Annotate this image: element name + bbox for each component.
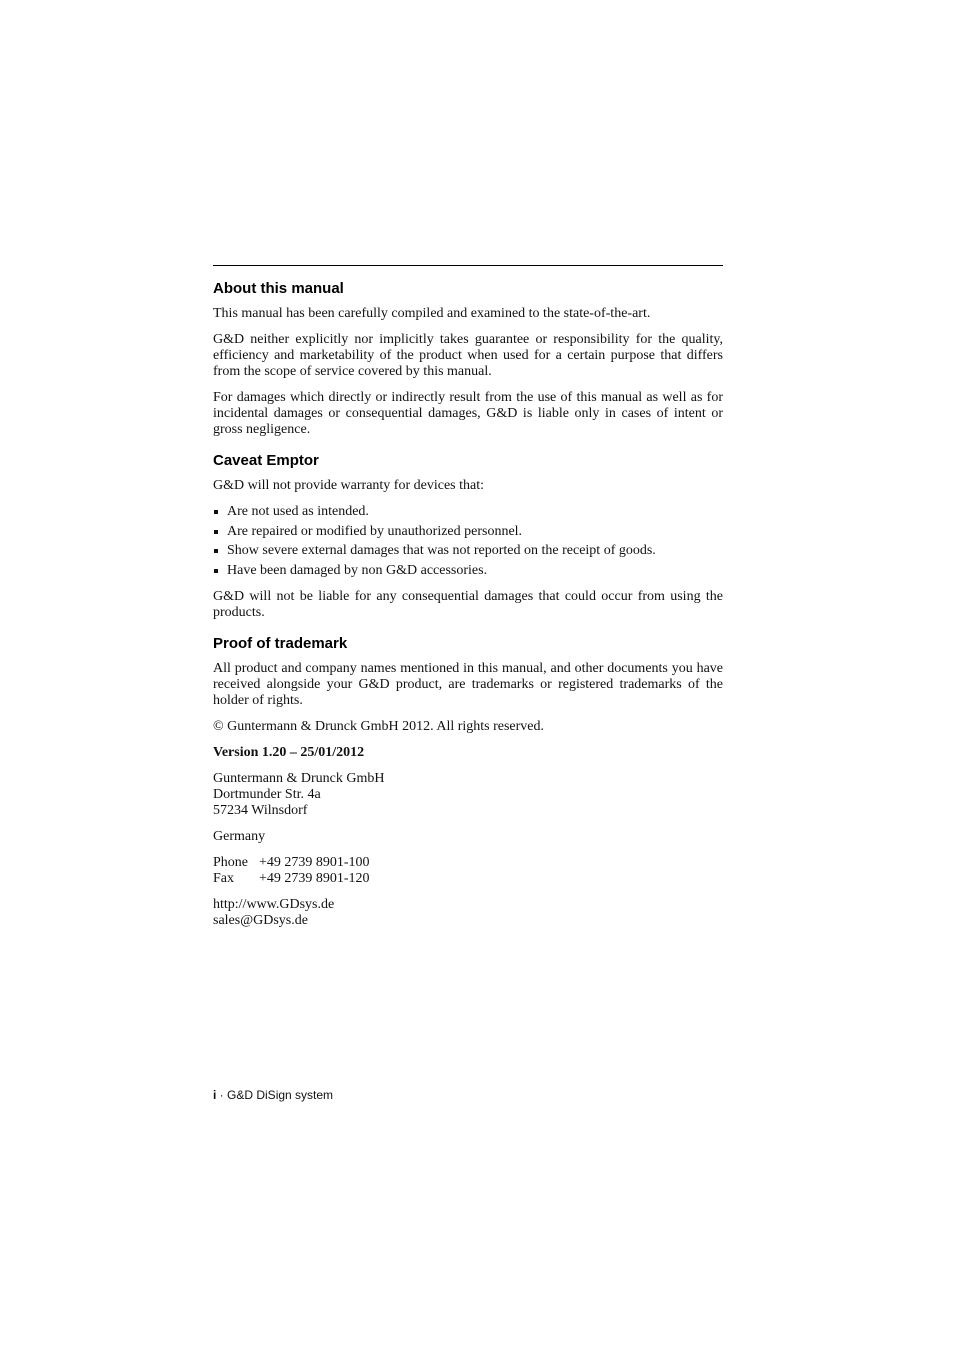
about-paragraph-2: G&D neither explicitly nor implicitly takes guarantee or responsibility for the quality, efficiency and marketability of the product when used for a certain purpose that differs from the scope of service covered by this manual.: [213, 332, 723, 379]
website-link[interactable]: http://www.GDsys.de: [213, 896, 335, 912]
company-name: Guntermann & Drunck GmbH: [213, 770, 385, 786]
list-item: Show severe external damages that was not reported on the receipt of goods.: [213, 543, 723, 559]
street-address: Dortmunder Str. 4a: [213, 786, 321, 802]
email-link[interactable]: sales@GDsys.de: [213, 912, 308, 928]
address-block: [213, 771, 723, 819]
copyright-notice: © Guntermann & Drunck GmbH 2012. All rights reserved.: [213, 718, 545, 734]
trademark-paragraph: All product and company names mentioned in this manual, and other documents you have received alongside your G&D product, are trademarks or registered trademarks of the holder of rights.: [213, 660, 723, 708]
list-item: Are not used as intended.: [213, 504, 723, 520]
top-rule: [213, 265, 723, 266]
caveat-list: [213, 504, 723, 579]
country: Germany: [213, 828, 266, 844]
fax-line: [213, 871, 723, 887]
caveat-outro: G&D will not be liable for any consequential damages that could occur from using the products.: [213, 588, 723, 620]
about-paragraph-3: For damages which directly or indirectly result from the use of this manual as well as for incidental damages or consequential damages, G&D is liable only in cases of intent or gross negligence.: [213, 390, 723, 437]
fax-label: Fax: [213, 870, 234, 886]
manual-page: [213, 265, 723, 939]
phone-number: +49 2739 8901-100: [259, 854, 370, 870]
page-number: i: [213, 1088, 217, 1102]
about-heading: About this manual: [213, 280, 344, 297]
phone-fax-block: [213, 855, 723, 887]
page-footer: [213, 1088, 333, 1102]
version-line: Version 1.20 – 25/01/2012: [213, 744, 365, 760]
about-paragraph-1: This manual has been carefully compiled and examined to the state-of-the-art.: [213, 306, 651, 321]
caveat-heading: Caveat Emptor: [213, 452, 319, 469]
caveat-intro: G&D will not provide warranty for devices that:: [213, 478, 484, 493]
online-contact-block: [213, 897, 723, 929]
city-address: 57234 Wilnsdorf: [213, 802, 308, 818]
trademark-heading: Proof of trademark: [213, 634, 348, 652]
list-item: Are repaired or modified by unauthorized personnel.: [213, 524, 723, 540]
fax-number: +49 2739 8901-120: [259, 870, 370, 886]
phone-line: [213, 855, 723, 871]
list-item: Have been damaged by non G&D accessories.: [213, 563, 723, 579]
footer-title: G&D DiSign system: [227, 1088, 334, 1102]
phone-label: Phone: [213, 854, 248, 870]
footer-separator: ·: [216, 1088, 228, 1102]
